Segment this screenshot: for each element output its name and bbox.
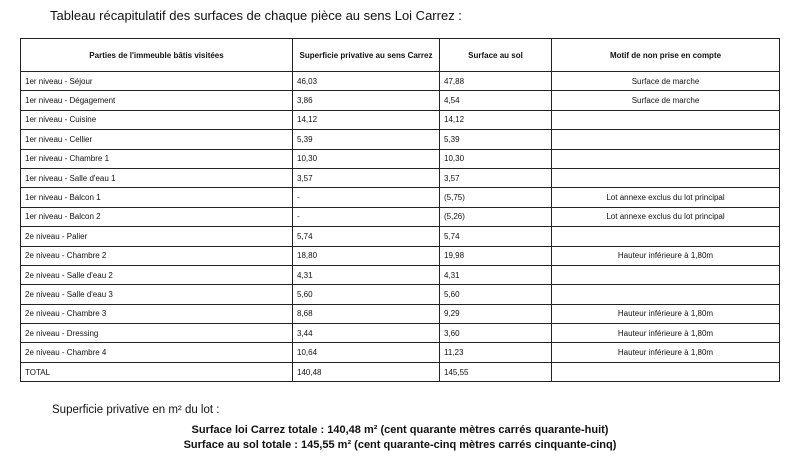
cell-surface-sol: 145,55 [440,362,552,381]
cell-motif: Hauteur inférieure à 1,80m [552,246,780,265]
page-title: Tableau récapitulatif des surfaces de chaque pièce au sens Loi Carrez : [50,8,462,23]
table-row [21,72,780,91]
cell-surface-sol: 4,54 [440,91,552,110]
cell-superficie: 8,68 [293,304,440,323]
cell-surface-sol: 19,98 [440,246,552,265]
cell-partie: 2e niveau - Dressing [21,324,293,343]
cell-superficie: - [293,207,440,226]
cell-partie: TOTAL [21,362,293,381]
cell-partie: 1er niveau - Dégagement [21,91,293,110]
table-row [21,168,780,187]
cell-motif [552,110,780,129]
cell-superficie: 10,30 [293,149,440,168]
cell-superficie: 5,74 [293,227,440,246]
cell-surface-sol: (5,26) [440,207,552,226]
cell-surface-sol: 9,29 [440,304,552,323]
cell-surface-sol: 4,31 [440,265,552,284]
summary-carrez: Surface loi Carrez totale : 140,48 m² (cent quarante mètres carrés quarante-huit) [191,424,609,436]
table-row [21,246,780,265]
summary-sol: Surface au sol totale : 145,55 m² (cent quarante-cinq mètres carrés cinquante-cinq) [183,439,617,451]
cell-motif [552,227,780,246]
cell-motif [552,149,780,168]
header-superficie: Superficie privative au sens Carrez [293,39,440,72]
cell-partie: 2e niveau - Salle d'eau 2 [21,265,293,284]
table-header-row [21,39,780,72]
header-motif: Motif de non prise en compte [552,39,780,72]
table-row [21,343,780,362]
table-row [21,227,780,246]
cell-superficie: 4,31 [293,265,440,284]
cell-surface-sol: (5,75) [440,188,552,207]
cell-partie: 1er niveau - Balcon 1 [21,188,293,207]
cell-surface-sol: 3,60 [440,324,552,343]
table-row [21,130,780,149]
cell-surface-sol: 10,30 [440,149,552,168]
cell-motif: Lot annexe exclus du lot principal [552,188,780,207]
cell-superficie: 5,39 [293,130,440,149]
cell-superficie: 10,64 [293,343,440,362]
cell-surface-sol: 5,39 [440,130,552,149]
cell-surface-sol: 11,23 [440,343,552,362]
table-row [21,324,780,343]
table-row [21,188,780,207]
table-total-row [21,362,780,381]
cell-superficie: 3,86 [293,91,440,110]
table-row [21,285,780,304]
header-surface-sol: Surface au sol [440,39,552,72]
cell-superficie: 5,60 [293,285,440,304]
cell-surface-sol: 14,12 [440,110,552,129]
cell-motif [552,130,780,149]
cell-partie: 2e niveau - Palier [21,227,293,246]
cell-surface-sol: 5,74 [440,227,552,246]
cell-motif [552,285,780,304]
cell-motif: Hauteur inférieure à 1,80m [552,343,780,362]
cell-partie: 2e niveau - Chambre 4 [21,343,293,362]
cell-superficie: - [293,188,440,207]
cell-superficie: 3,44 [293,324,440,343]
cell-motif: Surface de marche [552,72,780,91]
table-row [21,265,780,284]
table-row [21,110,780,129]
cell-superficie: 3,57 [293,168,440,187]
cell-superficie: 140,48 [293,362,440,381]
table-row [21,91,780,110]
cell-partie: 1er niveau - Balcon 2 [21,207,293,226]
cell-partie: 2e niveau - Salle d'eau 3 [21,285,293,304]
cell-superficie: 14,12 [293,110,440,129]
cell-partie: 1er niveau - Séjour [21,72,293,91]
surfaces-table [20,38,780,382]
cell-motif [552,265,780,284]
cell-motif: Lot annexe exclus du lot principal [552,207,780,226]
cell-partie: 1er niveau - Salle d'eau 1 [21,168,293,187]
cell-motif [552,362,780,381]
cell-motif: Hauteur inférieure à 1,80m [552,324,780,343]
table-row [21,149,780,168]
cell-surface-sol: 47,88 [440,72,552,91]
cell-surface-sol: 3,57 [440,168,552,187]
lot-subtitle: Superficie privative en m² du lot : [52,404,220,416]
cell-motif: Hauteur inférieure à 1,80m [552,304,780,323]
cell-surface-sol: 5,60 [440,285,552,304]
cell-partie: 1er niveau - Cellier [21,130,293,149]
cell-superficie: 18,80 [293,246,440,265]
table-row [21,304,780,323]
cell-superficie: 46,03 [293,72,440,91]
cell-motif: Surface de marche [552,91,780,110]
cell-partie: 1er niveau - Cuisine [21,110,293,129]
cell-partie: 2e niveau - Chambre 2 [21,246,293,265]
cell-partie: 1er niveau - Chambre 1 [21,149,293,168]
cell-motif [552,168,780,187]
header-parties: Parties de l'immeuble bâtis visitées [21,39,293,72]
table-row [21,207,780,226]
cell-partie: 2e niveau - Chambre 3 [21,304,293,323]
